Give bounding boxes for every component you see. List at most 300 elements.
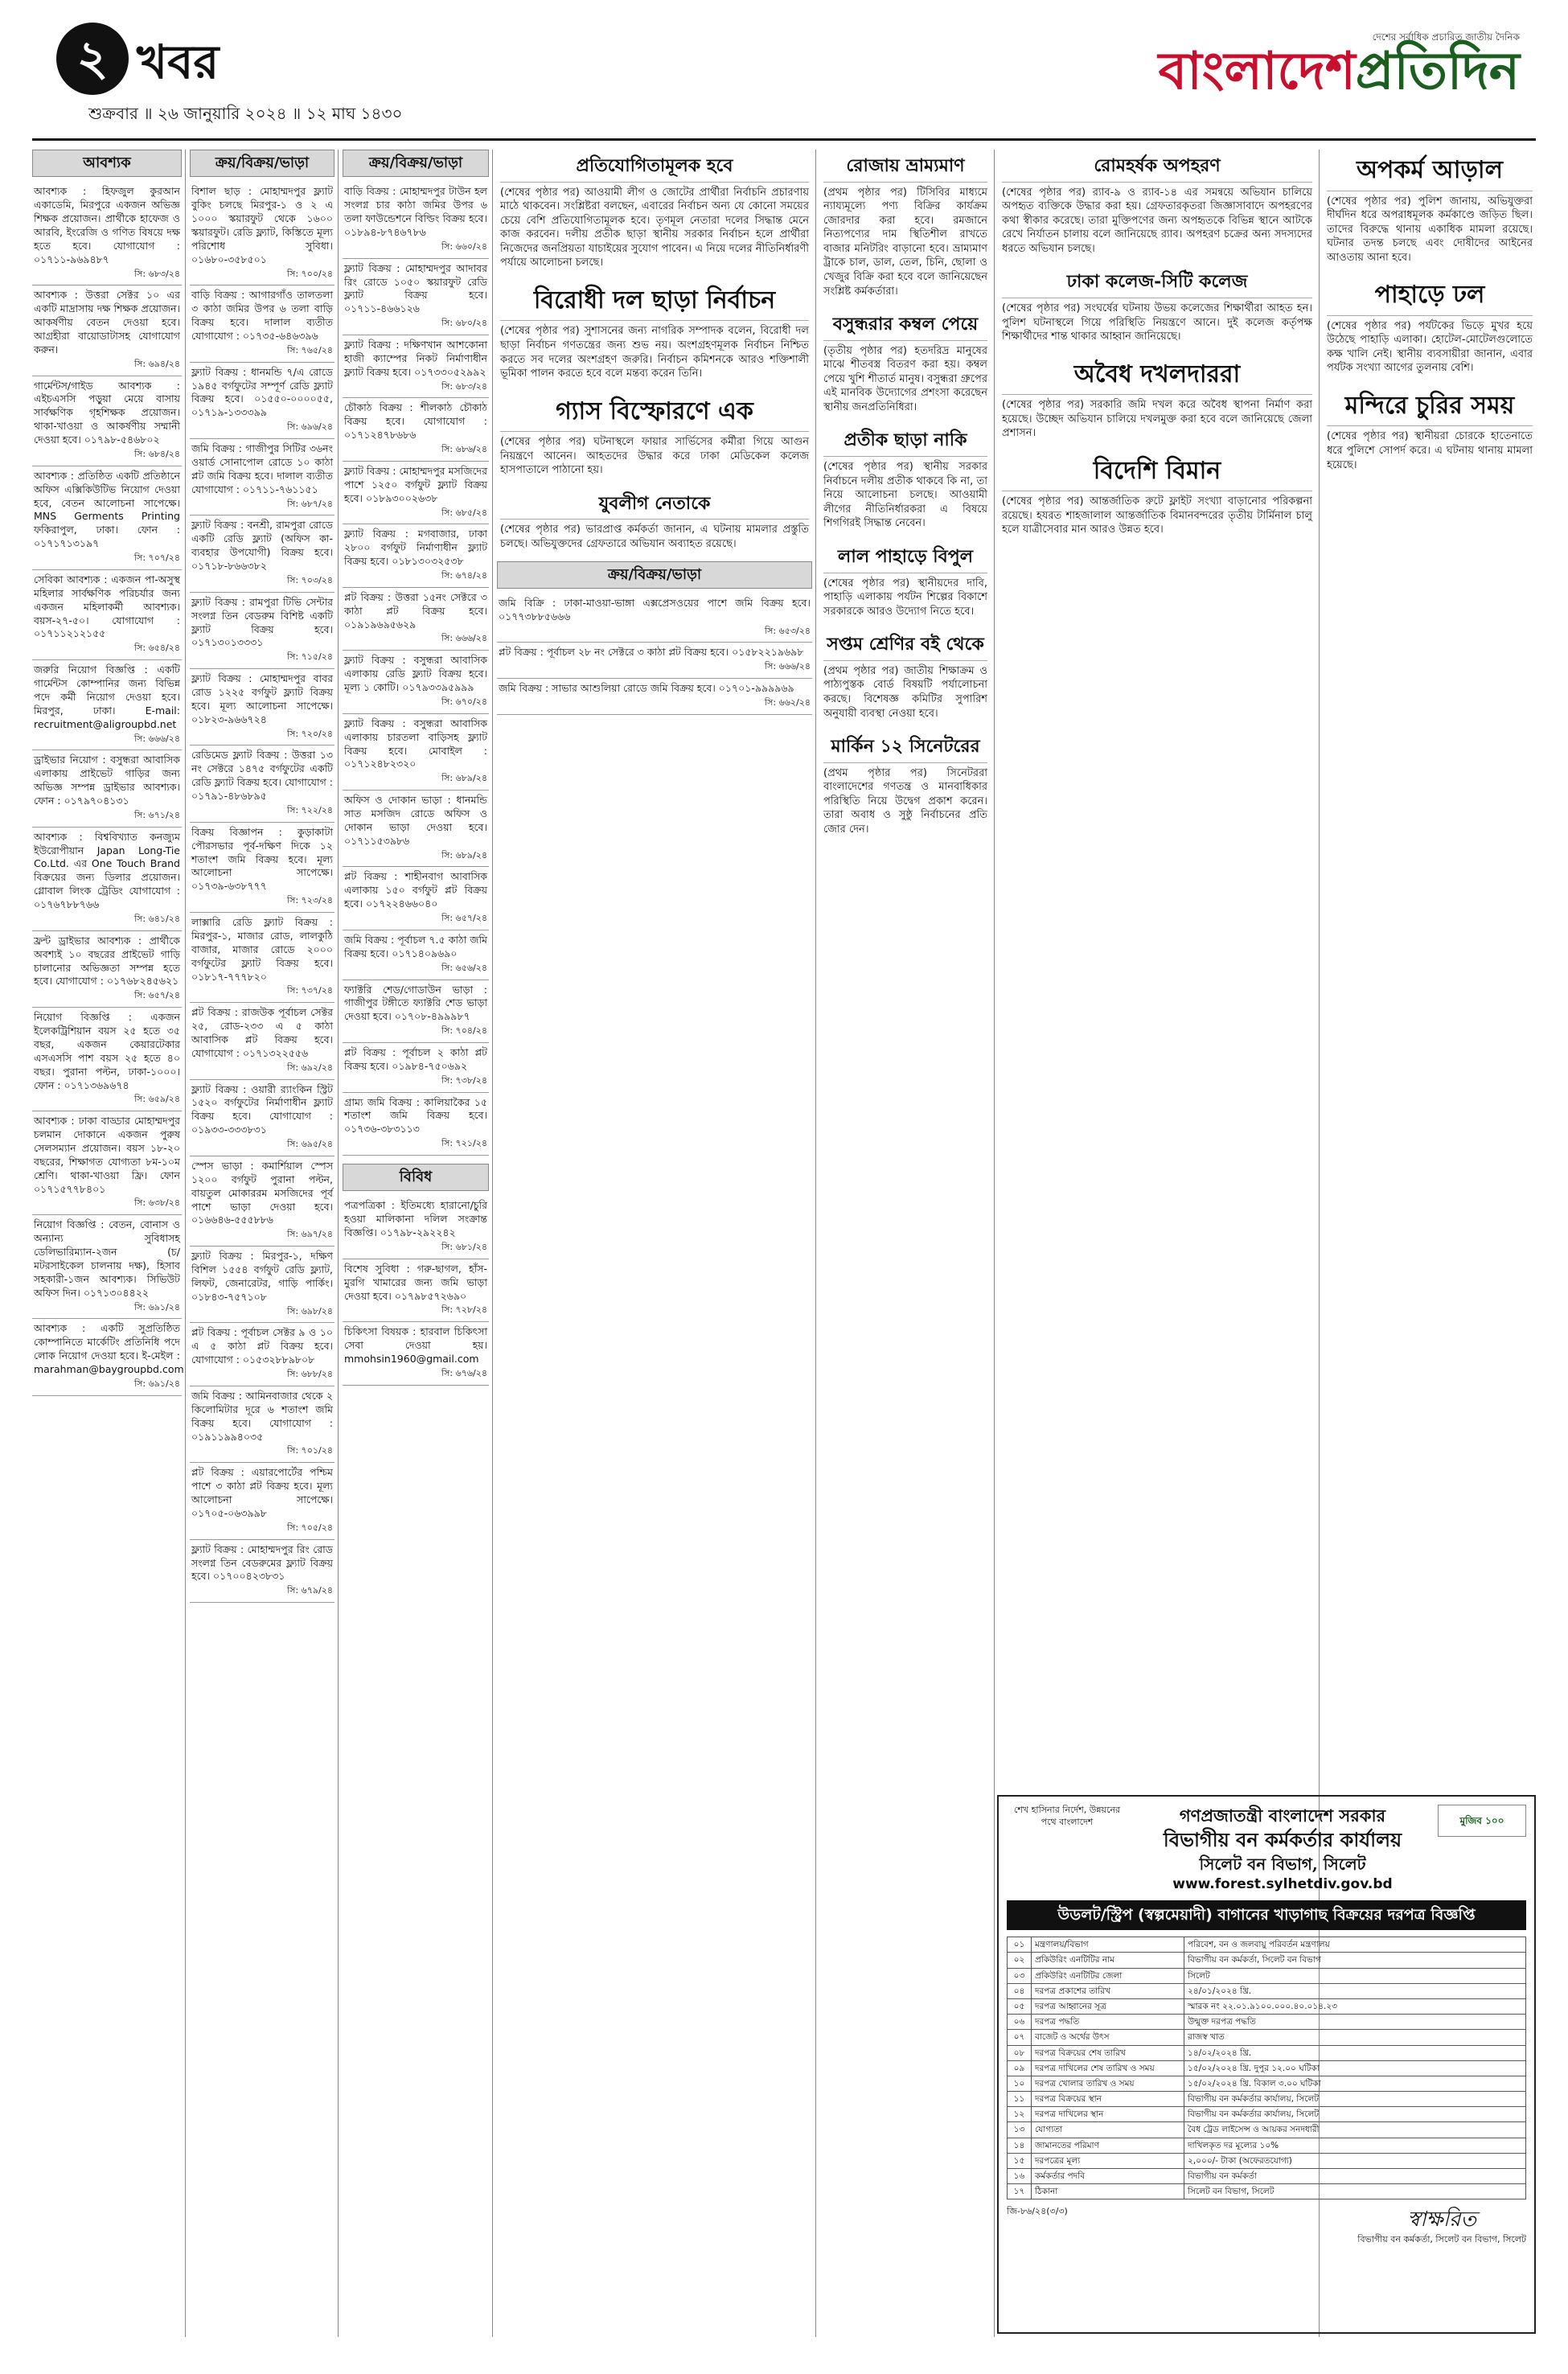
ad-code: সি: ৬৬৬/২৪: [764, 661, 811, 672]
ad-text: নিয়োগ বিজ্ঞপ্তি : বেতন, বোনাস ও অন্যান্য সুবিধাসহ ডেলিভারিম্যান-২জন (চ/মটরসাইকেল চালনায় দক্ষ), হিসাব সহকারী-১জন আবশ্যক। সিভিউট অফিস দিন। ০১৭১৩০৪৪২২: [34, 1218, 180, 1299]
story-body: (প্রথম পৃষ্ঠার পর) সিনেটররা বাংলাদেশের গণতন্ত্র ও মানবাধিকার পরিস্থিতি নিয়ে উদ্বেগ প্রকাশ করেন। তারা অবাধ ও সুষ্ঠু নির্বাচনের প্রতি জোর দেন।: [823, 766, 987, 836]
ads-list: [343, 1196, 489, 1385]
ad-text: ড্রাইভার নিয়োগ : বসুন্ধরা আবাসিক এলাকায় প্রাইভেট গাড়ির জন্য অভিজ্ঞ সম্পন্ন ড্রাইভার আবশ্যক। ফোন : ০১৭৯৭০৪১৩১: [34, 754, 180, 807]
ad-text: আবশ্যক : হিফজুল কুরআন একাডেমি, মিরপুরে একজন অভিজ্ঞ শিক্ষক প্রয়োজন। প্রার্থীকে হাফেজ ও আরবি, ইংরেজি ও গণিত বিষয়ে দক্ষ হতে হবে। যোগাযোগ : ০১৭১১-৯৬৯৪৮৭: [34, 185, 180, 265]
ad-code: সি: ৬৫৪/২৪: [133, 643, 180, 654]
row-number: ১৪: [1008, 2138, 1032, 2153]
story-body: (শেষের পৃষ্ঠার পর) ঘটনাস্থলে ফায়ার সার্ভিসের কর্মীরা গিয়ে আগুন নিয়ন্ত্রণে আনেন। আহতদের উদ্ধার করে ঢাকা মেডিকেল কলেজ হাসপাতালে পাঠানো হয়।: [500, 436, 809, 477]
row-number: ০৩: [1008, 1968, 1032, 1983]
classified-ad: [32, 570, 182, 660]
ad-code: সি: ৭২৮/২৪: [441, 1304, 487, 1316]
classified-ad: [343, 930, 489, 980]
story-body: (প্রথম পৃষ্ঠার পর) জাতীয় শিক্ষাক্রম ও পাঠ্যপুস্তক বোর্ড বিষয়টি পর্যালোচনা করছে। বিশেষজ্ঞ কমিটির সুপারিশ অনুযায়ী ব্যবস্থা নেওয়া হবে।: [823, 664, 987, 720]
headline[interactable]: বিদেশি বিমান: [1002, 452, 1312, 492]
headline[interactable]: প্রতিযোগিতামূলক হবে: [500, 151, 809, 183]
tender-banner: উডলট/স্ট্রিপ (স্বল্পমেয়াদী) বাগানের খাড়াগাছ বিক্রয়ের দরপত্র বিজ্ঞপ্তি: [1007, 1900, 1526, 1931]
classified-ad: [190, 1323, 335, 1386]
classified-ad: [343, 1093, 489, 1156]
ad-text: প্লট বিক্রয় : রাজউক পূর্বাচল সেক্টর ২৫, রোড-২৩৩ এ ৫ কাঠা আবাসিক প্লট বিক্রয় হবে। যোগাযোগ : ০১৭১৩২২৫৫৬: [191, 1006, 333, 1059]
ad-code: সি: ৬৯১/২৪: [133, 1301, 180, 1312]
ad-code: সি: ৬৮৫/২৪: [441, 507, 487, 518]
ad-code: সি: ৬৮৯/২৪: [441, 849, 487, 860]
headline[interactable]: বসুন্ধরার কম্বল পেয়ে: [823, 310, 987, 341]
row-key: প্রকিউরিং এনটিটির নাম: [1032, 1953, 1184, 1968]
ad-text: আবশ্যক : একটি সুপ্রতিষ্ঠিত কোম্পানিতে মার্কেটিং প্রতিনিধি পদে লোক নিয়োগ দেওয়া হবে। ই-মেইল : marahman@baygroupbd.com: [34, 1322, 184, 1376]
row-value: সিলেট: [1184, 1968, 1526, 1983]
story-body: (প্রথম পৃষ্ঠার পর) টিসিবির মাধ্যমে ন্যায্যমূল্যে পণ্য বিক্রির কার্যক্রম জোরদার করা হবে। রমজানে নিত্যপণ্যের দাম স্থিতিশীল রাখতে বাজার মনিটরিং বাড়ানো হবে। ভ্রাম্যমাণ ট্রাকে চাল, ডাল, তেল, চিনি, ছোলা ও খেজুর বিক্রি করা হবে বলে জানিয়েছেন সংশ্লিষ্ট কর্মকর্তারা।: [823, 186, 987, 298]
classified-ad: [190, 669, 335, 745]
ad-code: সি: ৬৮৪/২৪: [133, 448, 180, 459]
ad-text: আবশ্যক : প্রতিষ্ঠিত একটি প্রতিষ্ঠানে অফিস এক্সিকিউটিভ নিয়োগ দেওয়া হবে, বেতন আলোচনা সাপেক্ষে। MNS Germents Printing ফকিরাপুল, ঢাকা। ফোন : ০১৭১৭১৩১৯৭: [34, 469, 180, 550]
website-link[interactable]: www.forest.sylhetdiv.gov.bd: [1172, 1875, 1393, 1892]
ad-code: সি: ৬৯২/২৪: [286, 1062, 333, 1073]
ad-text: আবশ্যক : উত্তরা সেক্টর ১০ এর একটি মাদ্রাসায় দক্ষ শিক্ষক প্রয়োজন। আকর্ষণীয় বেতন দেওয়া হবে। আগ্রহীরা বায়োডাটাসহ যোগাযোগ করুন।: [34, 289, 180, 355]
ad-text: বিশেষ সুবিধা : গরু-ছাগল, হাঁস-মুরগি খামারের জন্য জমি ভাড়া দেওয়া হবে। ০১৭৯৮৫৭২৬৯০: [344, 1262, 487, 1302]
ad-code: সি: ৬৮৬/২৪: [441, 444, 487, 455]
row-value: ২,০০০/- টাকা (অফেরতযোগ্য): [1184, 2153, 1526, 2168]
ad-text: ফ্যাক্টরি শেড/গোডাউন ভাড়া : গাজীপুর টঙ্গীতে ফ্যাক্টরি শেড ভাড়া দেওয়া হবে। ০১৭০৮-৪৯৯৯৮৭: [344, 983, 487, 1023]
ad-text: ফ্ল্যাট বিক্রয় : বসুন্ধরা আবাসিক এলাকায় রেডি ফ্ল্যাট বিক্রয় হবে। মূল্য ১ কোটি। ০১৭৯৩৩৯৫৯৯৯: [344, 654, 487, 694]
ad-code: সি: ৭০৩/২৪: [286, 574, 333, 585]
tender-notice: [997, 1795, 1536, 2334]
row-key: বাজেট ও অর্থের উৎস: [1032, 2030, 1184, 2045]
ad-text: জমি বিক্রয় : পূর্বাচল ৭.৫ কাঠা জমি বিক্রয় হবে। ০১৭১৪০৯৬৯০: [344, 933, 487, 959]
ad-text: ফ্ল্যাট বিক্রয় : মোহাম্মদপুর মসজিদের পাশে ১২৫০ বর্গফুট ফ্ল্যাট বিক্রয় হবে। ০১৮৯৩০০২৬৩৮: [344, 464, 487, 504]
classified-ad: [343, 462, 489, 524]
row-key: মন্ত্রণালয়/বিভাগ: [1032, 1937, 1184, 1953]
ad-code: সি: ৭০৫/২৪: [286, 1522, 333, 1533]
ad-code: সি: ৭২১/২৪: [441, 1138, 487, 1149]
headline[interactable]: প্রতীক ছাড়া নাকি: [823, 425, 987, 457]
classifieds-jobs-column: [32, 150, 182, 1396]
ad-code: সি: ৬৮৩/২৪: [133, 268, 180, 279]
tender-row: [1008, 1968, 1526, 1983]
logo-part-2: প্রতিদিন: [1355, 41, 1520, 102]
news-story: [820, 308, 991, 424]
row-key: দরপত্র পদ্ধতি: [1032, 2015, 1184, 2030]
logo-text: [1159, 43, 1520, 100]
ad-code: সি: ৬৯৫/২৪: [286, 1139, 333, 1150]
news-story: [497, 487, 812, 561]
classified-ad: [190, 1003, 335, 1079]
classified-ad: [343, 980, 489, 1043]
ad-code: সি: ৭০৭/২৪: [133, 552, 180, 564]
classified-ad: [343, 1259, 489, 1322]
headline[interactable]: যুবলীগ নেতাকে: [500, 489, 809, 520]
row-key: জামানতের পরিমাণ: [1032, 2138, 1184, 2153]
column-divider: [815, 150, 816, 2337]
ad-code: সি: ৬৯৬/২৪: [286, 421, 333, 433]
news-story: [999, 450, 1316, 547]
ad-text: গার্মেন্টস/গাইড আবশ্যক : এইচএসসি পড়ুয়া মেয়ে বাসায় সার্বক্ষণিক গৃহশিক্ষক প্রয়োজন। থাকা-খাওয়া ও আকর্ষণীয় সম্মানী দেওয়া হবে। ০১৭৯৮-৫৪৬৮০২: [34, 379, 180, 446]
classified-ad: [32, 660, 182, 750]
division-title: সিলেট বন বিভাগ, সিলেট: [1199, 1854, 1366, 1874]
tender-row: [1008, 2122, 1526, 2138]
classified-ad: [190, 1156, 335, 1247]
newspaper-logo[interactable]: [1159, 31, 1520, 101]
ad-text: বিক্রয় বিজ্ঞাপন : কুড়াকাটা পৌরসভার পূর্ব-দক্ষিণ দিকে ১২ শতাংশ জমি বিক্রয় হবে। মূল্য আলোচনা সাপেক্ষে। ০১৭৩৯-৬৩৮৭৭৭: [191, 825, 333, 893]
logo-tagline: দেশের সর্বাধিক প্রচারিত জাতীয় দৈনিক: [1372, 31, 1520, 43]
headline[interactable]: পাহাড়ে ঢল: [1327, 276, 1533, 316]
row-number: ০৪: [1008, 1983, 1032, 1998]
classified-ad: [190, 1463, 335, 1539]
classified-ad: [32, 1319, 182, 1395]
ad-text: ফ্ল্যাট বিক্রয় : মোহাম্মদপুর বাবর রোড ১২২৫ বর্গফুট ফ্ল্যাট বিক্রয় হবে। মূল্য আলোচনা সাপেক্ষে। ০১৮২৩-৯৬৬৭২৪: [191, 672, 333, 725]
row-value: পরিবেশ, বন ও জলবায়ু পরিবর্তন মন্ত্রণালয়: [1184, 1937, 1526, 1953]
row-number: ০১: [1008, 1937, 1032, 1953]
column-heading: ক্রয়/বিক্রয়/ভাড়া: [190, 150, 335, 177]
classified-ad: [343, 651, 489, 713]
row-key: দরপত্রের মূল্য: [1032, 2153, 1184, 2168]
sign-block: বিভাগীয় বন কর্মকর্তা, সিলেট বন বিভাগ, সিলেট: [1357, 2234, 1526, 2245]
ad-code: সি: ৬৭৯/২৪: [286, 1585, 333, 1596]
headline[interactable]: অপকর্ম আড়াল: [1327, 151, 1533, 191]
tender-row: [1008, 1999, 1526, 2015]
ad-code: সি: ৬৫৭/২৪: [133, 990, 180, 1001]
ad-code: সি: ৬৮৭/২৪: [286, 498, 333, 509]
ad-code: সি: ৬৯৭/২৪: [286, 1229, 333, 1240]
story-body: (শেষের পৃষ্ঠার পর) আওয়ামী লীগ ও জোটের প্রার্থীরা নির্বাচনি প্রচারণায় মাঠে থাকবেন। সংশ্লিষ্টরা বলছেন, এবারের নির্বাচন অন্য যে কোনো সময়ের চেয়ে বেশি প্রতিযোগিতামূলক হবে। তৃণমূল নেতারা দলের সিদ্ধান্ত মেনে কাজ করবেন। দলীয় প্রতীক ছাড়া স্থানীয় সরকার নির্বাচন হলে প্রার্থীরা নিজেদের জনপ্রিয়তা যাচাইয়ের সুযোগ পাবেন। এ নিয়ে দলের নীতিনির্ধারণী পর্যায়ে আলোচনা চলছে।: [500, 186, 809, 269]
row-key: দরপত্র বিক্রয়ের শেষ তারিখ: [1032, 2045, 1184, 2060]
ad-code: সি: ৬৯১/২৪: [133, 1378, 180, 1389]
classified-ad: [32, 828, 182, 931]
classifieds-property-column: [190, 150, 335, 1603]
classified-ad: [32, 376, 182, 466]
news-story: [820, 628, 991, 730]
story-body: (শেষের পৃষ্ঠার পর) আন্তর্জাতিক রুটে ফ্লাইট সংখ্যা বাড়ানোর পরিকল্পনা রয়েছে। হযরত শাহজালাল আন্তর্জাতিক বিমানবন্দরের তৃতীয় টার্মিনাল চালু হলে যাত্রীসেবার মান আরও উন্নত হবে।: [1002, 495, 1312, 536]
ad-code: সি: ৬৫৩/২৪: [764, 625, 811, 636]
ad-text: আবশ্যক : ঢাকা বাড্ডার মোহাম্মদপুর চলমান দোকানে একজন পুরুষ সেলসম্যান প্রয়োজন। বয়স ১৮-২০ বছরের, শিক্ষাগত যোগ্যতা ৮ম-১০ম শ্রেণি। থাকা-খাওয়া ফ্রি। ফোন ০১৭১৫৭৭৮৪০১: [34, 1115, 180, 1195]
classified-ad: [343, 335, 489, 398]
ad-text: জরুরি নিয়োগ বিজ্ঞপ্তি : একটি গার্মেন্টস কোম্পানির জন্য বিভিন্ন পদে কর্মী নিয়োগ দেওয়া হবে। মিরপুর, ঢাকা। E-mail: recruitment@aligroupbd.net: [34, 663, 180, 730]
classified-ad: [190, 823, 335, 913]
classified-ad: [32, 1111, 182, 1215]
logo-part-1: বাংলাদেশ: [1158, 41, 1356, 102]
gd-reference: জি-৮৬/২৪(৩/৩): [1007, 2206, 1068, 2217]
row-value: ২৪/০১/২০২৪ খ্রি.: [1184, 1983, 1526, 1998]
row-number: ১৬: [1008, 2168, 1032, 2183]
header-rule: [32, 138, 1536, 141]
ad-text: ফ্ল্যাট বিক্রয় : বসুন্ধরা আবাসিক এলাকায় চারতলা বাড়িসহ ফ্ল্যাট বিক্রয় হবে। মোবাইল : ০১৭১২৪৮২৩২০: [344, 717, 487, 770]
officer-signature: স্বাক্ষরিত: [1407, 2208, 1476, 2232]
headline[interactable]: ঢাকা কলেজ-সিটি কলেজ: [1002, 267, 1312, 298]
classified-ad: [343, 182, 489, 258]
news-column-2: [820, 150, 991, 847]
classified-ad: [190, 1080, 335, 1156]
news-column-3: [999, 150, 1316, 547]
headline[interactable]: বিরোধী দল ছাড়া নির্বাচন: [500, 281, 809, 322]
row-key: ঠিকানা: [1032, 2184, 1184, 2199]
ad-text: গ্রাম্য জমি বিক্রয় : কালিয়াকৈর ১৫ শতাংশ জমি বিক্রয় হবে। ০১৭৩৬-৩৮৩১১৩: [344, 1095, 487, 1136]
headline[interactable]: গ্যাস বিস্ফোরণে এক: [500, 392, 809, 433]
row-value: উন্মুক্ত দরপত্র পদ্ধতি: [1184, 2015, 1526, 2030]
classified-ad: [190, 439, 335, 515]
ad-text: চৌকাঠ বিক্রয় : শীলকাঠ চৌকাঠ বিক্রয় হবে। যোগাযোগ : ০১৭১২৪৭৮৬৮৬: [344, 401, 487, 442]
ad-text: সেবিকা আবশ্যক : একজন পা-অসুস্থ মহিলার সার্বক্ষণিক পরিচর্যার জন্য একজন মহিলাকর্মী আবশ্যক। বয়স-২৭-৫০। যোগাযোগ : ০১৭১১২১২১৫৫: [34, 573, 180, 640]
news-story: [497, 391, 812, 487]
tender-row: [1008, 2092, 1526, 2107]
ad-code: সি: ৬৬২/২৪: [764, 697, 811, 709]
news-story: [1324, 274, 1536, 385]
ad-code: সি: ৬৬০/২৪: [441, 240, 487, 252]
column-heading: বিবিধ: [343, 1164, 489, 1191]
classified-ad: [190, 363, 335, 439]
ad-code: সি: ৬৭৬/২৪: [441, 1367, 487, 1378]
ad-text: ফ্ল্যাট বিক্রয় : ধানমন্ডি ৭/এ রোডে ১৯৪৫ বর্গফুটের সম্পূর্ণ রেডি ফ্ল্যাট বিক্রয় হবে। ০১৫৫০-০০০০৫৫, ০১৭১৯-১৩৩৩৯৯: [191, 365, 333, 419]
classified-ad: [32, 931, 182, 1008]
ads-list: [497, 594, 812, 715]
row-key: কর্মকর্তার পদবি: [1032, 2168, 1184, 2183]
ad-text: ফ্ল্যাট বিক্রয় : বনশ্রী, রামপুরা রোডে একটি রেডি ফ্ল্যাট (অফিস কা-ব্যবহার উপযোগী) বিক্রয় হবে। ০১৭১৮-৮৬৬৩৮২: [191, 519, 333, 573]
ad-code: সি: ৬৯৪/২৪: [133, 358, 180, 369]
news-story: [497, 280, 812, 391]
classified-ad: [32, 1008, 182, 1111]
row-value: ১৫/০২/২০২৪ খ্রি. দুপুর ১২.০০ ঘটিকা: [1184, 2060, 1526, 2076]
row-value: দাখিলকৃত দর মূল্যের ১০%: [1184, 2138, 1526, 2153]
ad-text: অফিস ও দোকান ভাড়া : ধানমন্ডি সাত মসজিদ রোডে অফিস ও দোকান ভাড়া দেওয়া হবে। ০১৭১১৫৩৯৮৬: [344, 794, 487, 847]
row-key: দরপত্র আহ্বানের সূত্র: [1032, 1999, 1184, 2015]
ad-code: সি: ৭২০/২৪: [286, 728, 333, 739]
ad-code: সি: ৭০১/২৪: [286, 1445, 333, 1456]
tender-row: [1008, 1983, 1526, 1998]
govt-title: গণপ্রজাতন্ত্রী বাংলাদেশ সরকার: [1179, 1805, 1386, 1826]
ad-code: সি: ৭৩৮/২৪: [441, 1074, 487, 1086]
ad-code: সি: ৬৭৪/২৪: [441, 570, 487, 581]
ad-text: ফ্ল্যাট বিক্রয় : রামপুরা টিভি সেন্টার সংলগ্ন তিন বেডরুম বিশিষ্ট একটি ফ্ল্যাট বিক্রয় হবে। ০১৭১৩০১৩৩৩১: [191, 595, 333, 649]
classified-ad: [497, 594, 812, 643]
tender-row: [1008, 2030, 1526, 2045]
masthead: [32, 23, 1536, 143]
ad-text: জমি বিক্রয় : আমিনবাজার থেকে ২ কিলোমিটার দূরে ৬ শতাংশ জমি বিক্রয় হবে। যোগাযোগ : ০১৯১১৯৯৪০৩৫: [191, 1389, 333, 1443]
news-story: [820, 424, 991, 540]
row-value: বিভাগীয় বন কর্মকর্তা, সিলেট বন বিভাগ: [1184, 1953, 1526, 1968]
row-number: ১৫: [1008, 2153, 1032, 2168]
row-key: দরপত্র খোলার তারিখ ও সময়: [1032, 2076, 1184, 2091]
story-body: (শেষের পৃষ্ঠার পর) পুলিশ জানায়, অভিযুক্তরা দীর্ঘদিন ধরে অপরাধমূলক কর্মকাণ্ডে জড়িত ছিল। তাদের বিরুদ্ধে থানায় একাধিক মামলা রয়েছে। ঘটনার তদন্ত চলছে এবং দোষীদের আইনের আওতায় আনা হবে।: [1327, 195, 1533, 264]
ad-text: চিকিৎসা বিষয়ক : হারবাল চিকিৎসা সেবা দেওয়া হয়। mmohsin1960@gmail.com: [344, 1325, 487, 1366]
ad-text: বাড়ি বিক্রয় : আগারগাঁও তালতলা ৩ কাঠা জমির উপর ৬ তলা বাড়ি বিক্রয় হবে। দালাল ব্যতীত যোগাযোগ : ০১৭৩৫-৬৪৬৩৯৬: [191, 289, 333, 343]
row-key: দরপত্র দাখিলের শেষ তারিখ ও সময়: [1032, 2060, 1184, 2076]
ads-list: [343, 182, 489, 1156]
row-number: ০৯: [1008, 2060, 1032, 2076]
ad-code: সি: ৬৬৬/২৪: [441, 633, 487, 644]
classified-ad: [32, 750, 182, 827]
column-heading: আবশ্যক: [32, 150, 182, 177]
classified-ad: [190, 182, 335, 285]
classifieds-property-column-2: [343, 150, 489, 1386]
ad-text: প্লট বিক্রয় : উত্তরা ১৫নং সেক্টরে ৩ কাঠা প্লট বিক্রয় হবে। ০১৯১৯৬৯৫৬২৯: [344, 590, 487, 630]
headline[interactable]: লাল পাহাড়ে বিপুল: [823, 542, 987, 573]
tender-quote: শেখ হাসিনার নির্দেশ, উন্নয়নের পথে বাংলাদেশ: [1013, 1805, 1121, 1827]
ad-code: সি: ৬৮১/২৪: [441, 1242, 487, 1252]
news-story: [820, 730, 991, 846]
section-title: খবর: [137, 35, 220, 89]
ad-code: সি: ৬৯৮/২৪: [286, 1305, 333, 1316]
tender-row: [1008, 2153, 1526, 2168]
news-story: [820, 150, 991, 308]
row-value: বিভাগীয় বন কর্মকর্তা: [1184, 2168, 1526, 2183]
tender-table: [1007, 1937, 1526, 2199]
ad-code: সি: ৭০৪/২৪: [441, 1025, 487, 1037]
classified-ad: [190, 285, 335, 362]
tender-row: [1008, 2138, 1526, 2153]
page-number: ২: [56, 23, 129, 95]
ad-code: সি: ৬৮৮/২৪: [286, 1369, 333, 1380]
classified-ad: [343, 1043, 489, 1093]
row-key: যোগ্যতা: [1032, 2122, 1184, 2138]
row-value: রাজস্ব খাত: [1184, 2030, 1526, 2045]
tender-row: [1008, 2045, 1526, 2060]
ad-code: সি: ৬৮৯/২৪: [441, 773, 487, 784]
classified-ad: [343, 791, 489, 867]
classified-ad: [343, 867, 489, 930]
ad-code: সি: ৬৮০/২৪: [441, 318, 487, 329]
column-divider: [994, 150, 995, 2337]
row-number: ১২: [1008, 2107, 1032, 2122]
ad-code: সি: ৭৬৫/২৪: [286, 344, 333, 355]
ad-text: ফ্ল্যাট বিক্রয় : মোহাম্মদপুর রিং রোড সংলগ্ন তিন বেডরুমের ফ্ল্যাট বিক্রয় হবে। ০১৭০০৪২৩৮৩১: [191, 1542, 333, 1583]
ad-text: প্লট বিক্রয় : শাহীনবাগ আবাসিক এলাকায় ১৫০ বর্গফুট প্লট বিক্রয় হবে। ০১৭২২৪৬৬০৪০: [344, 870, 487, 910]
story-body: (শেষের পৃষ্ঠার পর) ভারপ্রাপ্ত কর্মকর্তা জানান, এ ঘটনায় মামলার প্রস্তুতি চলছে। অভিযুক্তদের গ্রেফতারে অভিযান অব্যাহত রয়েছে।: [500, 524, 809, 551]
row-value: স্মারক নং ২২.০১.৯১০০.০০০.৪০.০১৪.২৩: [1184, 1999, 1526, 2015]
ad-text: প্লট বিক্রয় : পূর্বাচল ২ কাঠা প্লট বিক্রয় হবে। ০১৯৮৪-৭৫০৬৯২: [344, 1046, 487, 1072]
classified-ad: [32, 1215, 182, 1319]
ad-code: সি: ৭০০/২৪: [286, 268, 333, 279]
news-story: [999, 150, 1316, 265]
issue-date: শুক্রবার ॥ ২৬ জানুয়ারি ২০২৪ ॥ ১২ মাঘ ১৪৩০: [88, 104, 403, 123]
ad-text: জমি বিক্রয় : গাজীপুর সিটির ৩৬নং ওয়ার্ড সোনাপোল রোডে ১০ কাঠা প্লট জমি বিক্রয় হবে। দালাল ব্যতীত যোগাযোগ : ০১৭১১-৭৬১১৫১: [191, 442, 333, 495]
ad-text: ফ্ল্যাট বিক্রয় : ওয়ারী র‍্যাংকিন স্ট্রিট ১৫২০ বর্গফুটের নির্মাণাধীন ফ্ল্যাট বিক্রয় হবে। যোগাযোগ : ০১৯৩৩-৩৩৩৮৩১: [191, 1082, 333, 1136]
story-body: (শেষের পৃষ্ঠার পর) স্থানীয় সরকার নির্বাচনে দলীয় প্রতীক থাকবে কি না, তা নিয়ে আলোচনা চলছে। আওয়ামী লীগের নীতিনির্ধারকরা এ বিষয়ে শিগগিরই সিদ্ধান্ত নেবেন।: [823, 461, 987, 530]
headline[interactable]: রোমহর্ষক অপহরণ: [1002, 151, 1312, 183]
row-number: ১৩: [1008, 2122, 1032, 2138]
news-story: [1324, 150, 1536, 274]
column-divider: [492, 150, 493, 2337]
ad-code: সি: ৬৭১/২৪: [133, 809, 180, 820]
classified-ad: [343, 398, 489, 461]
ad-text: প্লট বিক্রয় : পূর্বাচল সেক্টর ৯ ও ১০ এ ৫ কাঠা প্লট বিক্রয় হবে। যোগাযোগ : ০১৫৩২৮৮৯৮০৮: [191, 1326, 333, 1366]
row-key: দরপত্র বিক্রয়ের স্থান: [1032, 2092, 1184, 2107]
column-heading: ক্রয়/বিক্রয়/ভাড়া: [343, 150, 489, 177]
classified-ad: [343, 524, 489, 587]
classified-ad: [343, 588, 489, 651]
ad-code: সি: ৬৬৬/২৪: [133, 733, 180, 744]
news-story: [999, 265, 1316, 353]
ad-text: বাড়ি বিক্রয় : মোহাম্মদপুর টাউন হল সংলগ্ন চার কাঠা জমির উপর ৬ তলা ফাউন্ডেশনে বিল্ডিং বিক্রয় হবে। ০১৮৯৪-৮৭৪৬৭৮৬: [344, 185, 487, 238]
ad-code: সি: ৬৫৬/২৪: [441, 962, 487, 973]
tender-row: [1008, 1953, 1526, 1968]
ad-text: বিশাল ছাড় : মোহাম্মদপুর ফ্ল্যাট বুকিং চলছে মিরপুর-১ ও ২ এ ১০০০ স্কয়ারফুট থেকে ১৬০০ স্কয়ারফুট। রেডি ফ্ল্যাট, কিস্তিতে মূল্য পরিশোধ সুবিধা। ০১৬৮০-৩৫৮৫০১: [191, 185, 333, 265]
news-story: [999, 354, 1316, 450]
classified-ad: [190, 593, 335, 669]
ads-list: [190, 182, 335, 1603]
ad-code: সি: ৭১৫/২৪: [286, 651, 333, 663]
ad-code: সি: ৬৪১/২৪: [133, 913, 180, 924]
headline[interactable]: মন্দিরে চুরির সময়: [1327, 387, 1533, 427]
ad-text: প্লট বিক্রয় : পূর্বাচল ২৮ নং সেক্টরে ৩ কাঠা প্লট বিক্রয় হবে। ০১৫৮২২১৯৬৯৮: [499, 646, 804, 659]
story-body: (শেষের পৃষ্ঠার পর) সংঘর্ষের ঘটনায় উভয় কলেজের শিক্ষার্থীরা আহত হন। পুলিশ ঘটনাস্থলে গিয়ে পরিস্থিতি নিয়ন্ত্রণে আনে। দুই কলেজ কর্তৃপক্ষ শিক্ষার্থীদের শান্ত থাকার আহ্বান জানিয়েছে।: [1002, 302, 1312, 343]
story-body: (শেষের পৃষ্ঠার পর) সরকারি জমি দখল করে অবৈধ স্থাপনা নির্মাণ করা হয়েছে। উচ্ছেদ অভিযান চালিয়ে দখলমুক্ত করা হবে বলে জানিয়েছে জেলা প্রশাসন।: [1002, 399, 1312, 440]
tender-row: [1008, 1937, 1526, 1953]
row-number: ১১: [1008, 2092, 1032, 2107]
story-body: (শেষের পৃষ্ঠার পর) সুশাসনের জন্য নাগরিক সম্পাদক বলেন, বিরোধী দল ছাড়া নির্বাচন গণতন্ত্রের জন্য শুভ নয়। অংশগ্রহণমূলক নির্বাচন নিশ্চিত করতে সব দলের অংশগ্রহণ জরুরি। নির্বাচন কমিশনকে আরও শক্তিশালী ভূমিকা পালন করতে হবে বলে মন্তব্য করেন তিনি।: [500, 325, 809, 380]
office-title: বিভাগীয় বন কর্মকর্তার কার্যালয়: [1163, 1828, 1402, 1852]
ads-list: [32, 182, 182, 1395]
classified-ad: [343, 259, 489, 335]
ad-code: সি: ৬৮৩/২৪: [441, 380, 487, 392]
news-story: [820, 540, 991, 628]
column-divider: [338, 150, 339, 2337]
classified-ad: [343, 714, 489, 791]
row-key: প্রকিউরিং এনটিটির জেলা: [1032, 1968, 1184, 1983]
row-number: ০৮: [1008, 2045, 1032, 2060]
classified-ad: [190, 1386, 335, 1463]
ad-text: ফ্রন্ট ড্রাইভার আবশ্যক : প্রার্থীকে অবশ্যই ১০ বছরের প্রাইভেট গাড়ি চালানোর অভিজ্ঞতা সম্পন্ন হতে হবে। যোগাযোগ : ০১৭৬৮২৪৫৬২১: [34, 934, 180, 988]
row-value: সিলেট বন বিভাগ, সিলেট: [1184, 2184, 1526, 2199]
tender-row: [1008, 2076, 1526, 2091]
classified-ad: [32, 466, 182, 570]
tender-row: [1008, 2015, 1526, 2030]
row-number: ০৫: [1008, 1999, 1032, 2015]
news-story: [497, 150, 812, 280]
tender-row: [1008, 2107, 1526, 2122]
headline[interactable]: রোজায় ভ্রাম্যমাণ: [823, 151, 987, 183]
row-key: দরপত্র দাখিলের স্থান: [1032, 2107, 1184, 2122]
ad-code: সি: ৭২৩/২৪: [286, 895, 333, 906]
row-value: বিভাগীয় বন কর্মকর্তার কার্যালয়, সিলেট: [1184, 2092, 1526, 2107]
classified-ad: [32, 285, 182, 376]
row-value: ১৫/০২/২০২৪ খ্রি. বিকাল ৩.০০ ঘটিকা: [1184, 2076, 1526, 2091]
ad-code: সি: ৬৫৯/২৪: [133, 1094, 180, 1105]
ad-text: ফ্ল্যাট বিক্রয় : মোহাম্মদপুর আদাবর রিং রোডে ১০৫০ স্কয়ারফুট রেডি ফ্ল্যাট বিক্রয় হবে। ০১৭১১-৪৬৬১২৬: [344, 261, 487, 315]
news-story: [1324, 385, 1536, 482]
row-number: ১৭: [1008, 2184, 1032, 2199]
row-number: ০২: [1008, 1953, 1032, 1968]
row-number: ০৭: [1008, 2030, 1032, 2045]
classified-ad: [190, 1247, 335, 1323]
ad-text: পত্রপত্রিকা : ইতিমধ্যে হারানো/চুরি হওয়া মালিকানা দলিল সংক্রান্ত বিজ্ঞপ্তি। ০১৭৯৮-২৯২২৪২: [344, 1199, 487, 1239]
ad-text: প্লট বিক্রয় : এয়ারপোর্টের পশ্চিম পাশে ৩ কাঠা প্লট বিক্রয় হবে। মূল্য আলোচনা সাপেক্ষে। ০১৭০৫-০৬৩৯৯৮: [191, 1466, 333, 1519]
ad-code: সি: ৬৫৭/২৪: [441, 913, 487, 924]
tender-row: [1008, 2060, 1526, 2076]
tender-header: [1007, 1805, 1526, 1894]
ad-code: সি: ৭৩৭/২৪: [286, 985, 333, 996]
story-body: (শেষের পৃষ্ঠার পর) র‍্যাব-৯ ও র‍্যাব-১৪ এর সমন্বয়ে অভিযান চালিয়ে অপহৃত ব্যক্তিকে উদ্ধার করা হয়। গ্রেফতারকৃতরা জিজ্ঞাসাবাদে অপহরণের কথা স্বীকার করেছে। তারা মুক্তিপণের জন্য অপহৃতকে বিভিন্ন স্থানে আটকে রেখে নির্যাতন চালায় বলে জানিয়েছে র‍্যাব। অপহরণ চক্রের অন্য সদস্যদের ধরতে অভিযান চলছে।: [1002, 186, 1312, 255]
story-body: (শেষের পৃষ্ঠার পর) স্থানীয়রা চোরকে হাতেনাতে ধরে পুলিশে সোপর্দ করে। এ ঘটনায় থানায় মামলা হয়েছে।: [1327, 430, 1533, 471]
classified-ad: [497, 643, 812, 679]
story-body: (শেষের পৃষ্ঠার পর) পর্যটকের ভিড়ে মুখর হয়ে উঠেছে পাহাড়ি এলাকা। হোটেল-মোটেলগুলোতে কক্ষ খালি নেই। স্থানীয় ব্যবসায়ীরা জানান, এবার পর্যটক সংখ্যা আগের তুলনায় বেশি।: [1327, 319, 1533, 375]
classified-ad: [343, 1322, 489, 1385]
ad-text: স্পেস ভাড়া : কমার্শিয়াল স্পেস ১২০০ বর্গফুট পুরানা পল্টন, বায়তুল মোকাররম মসজিদের পূর্ব পাশে ভাড়া দেওয়া হবে। ০১৬৬৪৬-৫৫৫৮৮৬: [191, 1159, 333, 1226]
headline[interactable]: অবৈধ দখলদাররা: [1002, 355, 1312, 396]
news-column-4: [1324, 150, 1536, 482]
classified-ad: [343, 1196, 489, 1259]
ad-text: নিয়োগ বিজ্ঞপ্তি : একজন ইলেকট্রিশিয়ান বয়স ২৫ হতে ৩৫ বছর, একজন কেয়ারটেকার এসএসসি পাশ বয়স ২৫ হতে ৪০ বছর। পুরানা পল্টন, ঢাকা-১০০০। ফোন : ০১৭১৩৬৯৬৭৪: [34, 1011, 180, 1091]
tender-titles: [1127, 1805, 1438, 1894]
sign-area: [1357, 2206, 1526, 2246]
ad-text: ফ্ল্যাট বিক্রয় : দক্ষিণখান আশকোনা হাজী ক্যাম্পের নিকট নির্মাণাধীন ফ্ল্যাট বিক্রয় হবে। ০১৭৩৩০৫২৯৯২: [344, 338, 487, 378]
ad-text: জমি বিক্রয় : সাভার আশুলিয়া রোডে জমি বিক্রয় হবে। ০১৭০১-৯৯৯৯৬৯: [499, 682, 794, 695]
ad-code: সি: ৭২২/২৪: [286, 804, 333, 815]
ad-text: রেডিমেড ফ্ল্যাট বিক্রয় : উত্তরা ১৩ নং সেক্টরে ১৪৭৫ বর্গফুটের একটি রেডি ফ্ল্যাট বিক্রয় হবে। যোগাযোগ : ০১৭৯১-৪৮৬৮৯৫: [191, 749, 333, 803]
story-body: (শেষের পৃষ্ঠার পর) স্থানীয়দের দাবি, পাহাড়ি এলাকায় পর্যটন শিল্পের বিকাশে সরকারকে আরও উদ্যোগ নিতে হবে।: [823, 577, 987, 618]
tender-row: [1008, 2168, 1526, 2183]
headline[interactable]: মার্কিন ১২ সিনেটরের: [823, 732, 987, 763]
mujib-100-logo: মুজিব ১০০: [1438, 1805, 1526, 1837]
headline[interactable]: সপ্তম শ্রেণির বই থেকে: [823, 630, 987, 661]
ad-text: আবশ্যক : বিশ্ববিখ্যাত কনজ্যুম ইউরোপীয়ান Japan Long-Tie Co.Ltd. এর One Touch Brand বিক্রয়ের জন্য ডিলার প্রয়োজন। গ্লোবাল লিংক ট্রেডিং যোগাযোগ : ০১৭৬৭৮৮৭৬৬: [34, 830, 180, 911]
column-heading: ক্রয়/বিক্রয়/ভাড়া: [497, 561, 812, 589]
